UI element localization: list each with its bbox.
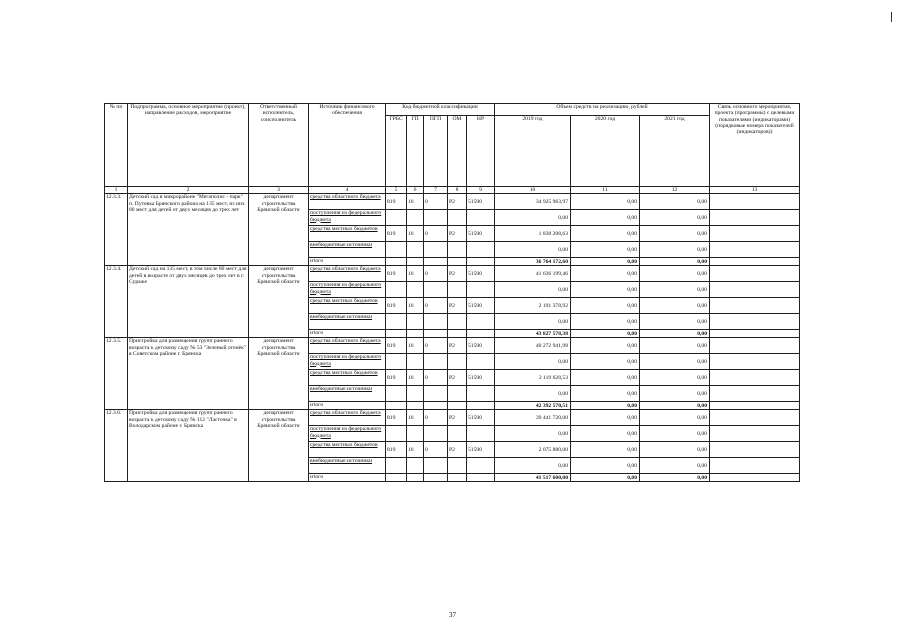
code-pgp <box>424 458 448 474</box>
code-grbs <box>386 354 407 370</box>
empty-code-cell <box>448 258 467 266</box>
col-number: 13 <box>710 187 800 194</box>
code-grbs <box>386 282 407 298</box>
amount-2019: 34 925 963,97 <box>495 194 571 210</box>
amount-2021: 0,00 <box>640 354 710 370</box>
funding-source: средства местных бюджетов <box>309 442 386 458</box>
link-cell <box>710 458 800 474</box>
item-executor: департамент строительства Брянской области <box>249 194 309 266</box>
amount-2019: 2 119 628,53 <box>495 370 571 386</box>
code-nr <box>467 314 495 330</box>
empty-code-cell <box>467 330 495 338</box>
code-gp <box>407 458 424 474</box>
amount-2021: 0,00 <box>640 426 710 442</box>
code-gp <box>407 282 424 298</box>
total-2019: 41 517 600,00 <box>495 474 571 482</box>
table-row <box>105 194 800 210</box>
total-label: итого <box>309 330 386 338</box>
code-pgp: 0 <box>424 410 448 426</box>
header-budget-code: Код бюджетной классификации <box>386 104 495 116</box>
total-2020: 0,00 <box>571 402 640 410</box>
code-pgp: 0 <box>424 370 448 386</box>
code-gp <box>407 314 424 330</box>
amount-2019: 0,00 <box>495 282 571 298</box>
total-label: итого <box>309 402 386 410</box>
code-grbs: 819 <box>386 442 407 458</box>
amount-2020: 0,00 <box>571 338 640 354</box>
code-gp: 16 <box>407 442 424 458</box>
code-om: Р2 <box>448 410 467 426</box>
amount-2021: 0,00 <box>640 442 710 458</box>
total-2019: 43 827 578,38 <box>495 330 571 338</box>
empty-code-cell <box>424 258 448 266</box>
code-om <box>448 314 467 330</box>
col-number: 3 <box>249 187 309 194</box>
code-nr <box>467 282 495 298</box>
code-nr: 51590 <box>467 442 495 458</box>
code-nr <box>467 386 495 402</box>
link-cell <box>710 410 800 426</box>
code-pgp <box>424 282 448 298</box>
empty-code-cell <box>467 474 495 482</box>
total-2021: 0,00 <box>640 258 710 266</box>
amount-2019: 0,00 <box>495 242 571 258</box>
amount-2021: 0,00 <box>640 338 710 354</box>
col-number: 2 <box>128 187 249 194</box>
funding-source: поступления из федерального бюджета <box>309 426 386 442</box>
header-row-1 <box>105 104 800 116</box>
item-number: 12.3.5. <box>105 338 128 410</box>
code-grbs <box>386 458 407 474</box>
amount-2019: 0,00 <box>495 314 571 330</box>
code-nr <box>467 242 495 258</box>
amount-2019: 39 441 720,00 <box>495 410 571 426</box>
amount-2020: 0,00 <box>571 194 640 210</box>
column-number-row <box>105 187 800 194</box>
funding-source: средства областного бюджета <box>309 338 386 354</box>
header-2020: 2020 год <box>571 116 640 187</box>
funding-source: внебюджетные источники <box>309 386 386 402</box>
code-grbs <box>386 210 407 226</box>
funding-source: средства областного бюджета <box>309 266 386 282</box>
amount-2020: 0,00 <box>571 386 640 402</box>
header-volume: Объем средств на реализацию, рублей <box>495 104 710 116</box>
total-2021: 0,00 <box>640 474 710 482</box>
amount-2020: 0,00 <box>571 226 640 242</box>
code-pgp: 0 <box>424 226 448 242</box>
col-number: 8 <box>448 187 467 194</box>
item-executor: департамент строительства Брянской области <box>249 338 309 410</box>
code-pgp: 0 <box>424 338 448 354</box>
item-number: 12.3.3. <box>105 194 128 266</box>
total-2019: 42 392 570,51 <box>495 402 571 410</box>
code-gp: 16 <box>407 410 424 426</box>
empty-code-cell <box>448 474 467 482</box>
amount-2019: 41 636 199,46 <box>495 266 571 282</box>
code-grbs: 819 <box>386 298 407 314</box>
code-pgp <box>424 314 448 330</box>
empty-code-cell <box>386 402 407 410</box>
amount-2021: 0,00 <box>640 266 710 282</box>
code-pgp <box>424 386 448 402</box>
empty-code-cell <box>407 330 424 338</box>
link-cell <box>710 442 800 458</box>
code-pgp: 0 <box>424 266 448 282</box>
code-grbs: 819 <box>386 266 407 282</box>
empty-code-cell <box>386 258 407 266</box>
amount-2020: 0,00 <box>571 210 640 226</box>
funding-source: поступления из федерального бюджета <box>309 354 386 370</box>
link-cell <box>710 330 800 338</box>
total-2019: 36 764 172,60 <box>495 258 571 266</box>
amount-2019: 0,00 <box>495 458 571 474</box>
amount-2020: 0,00 <box>571 426 640 442</box>
item-executor: департамент строительства Брянской области <box>249 410 309 482</box>
code-grbs <box>386 242 407 258</box>
code-om <box>448 282 467 298</box>
empty-code-cell <box>448 402 467 410</box>
empty-code-cell <box>448 330 467 338</box>
funding-source: поступления из федерального бюджета <box>309 282 386 298</box>
link-cell <box>710 354 800 370</box>
code-om: Р2 <box>448 338 467 354</box>
budget-table <box>104 103 800 482</box>
header-program: Подпрограмма, основное мероприятие (проект), направление расходов, мероприятие <box>128 104 249 187</box>
amount-2021: 0,00 <box>640 410 710 426</box>
amount-2021: 0,00 <box>640 210 710 226</box>
code-om: Р2 <box>448 194 467 210</box>
col-number: 10 <box>495 187 571 194</box>
header-om: ОМ <box>448 116 467 187</box>
funding-source: средства местных бюджетов <box>309 370 386 386</box>
code-grbs <box>386 314 407 330</box>
amount-2021: 0,00 <box>640 226 710 242</box>
amount-2019: 0,00 <box>495 354 571 370</box>
code-gp: 16 <box>407 298 424 314</box>
link-cell <box>710 474 800 482</box>
empty-code-cell <box>407 402 424 410</box>
link-cell <box>710 282 800 298</box>
col-number: 12 <box>640 187 710 194</box>
funding-source: средства областного бюджета <box>309 410 386 426</box>
link-cell <box>710 266 800 282</box>
code-nr: 51590 <box>467 370 495 386</box>
code-pgp <box>424 242 448 258</box>
amount-2019: 40 272 941,98 <box>495 338 571 354</box>
code-om: Р2 <box>448 226 467 242</box>
empty-code-cell <box>386 474 407 482</box>
amount-2020: 0,00 <box>571 314 640 330</box>
code-grbs <box>386 426 407 442</box>
code-nr <box>467 210 495 226</box>
code-om: Р2 <box>448 298 467 314</box>
amount-2020: 0,00 <box>571 298 640 314</box>
total-label: итого <box>309 474 386 482</box>
code-gp <box>407 426 424 442</box>
header-source: Источник финансового обеспечения <box>309 104 386 187</box>
code-pgp <box>424 354 448 370</box>
amount-2020: 0,00 <box>571 282 640 298</box>
code-om: Р2 <box>448 442 467 458</box>
col-number: 1 <box>105 187 128 194</box>
link-cell <box>710 226 800 242</box>
total-2021: 0,00 <box>640 402 710 410</box>
code-gp: 16 <box>407 266 424 282</box>
link-cell <box>710 338 800 354</box>
header-2021: 2021 год <box>640 116 710 187</box>
link-cell <box>710 194 800 210</box>
amount-2021: 0,00 <box>640 370 710 386</box>
amount-2020: 0,00 <box>571 458 640 474</box>
code-pgp: 0 <box>424 442 448 458</box>
link-cell <box>710 210 800 226</box>
col-number: 11 <box>571 187 640 194</box>
code-gp: 16 <box>407 226 424 242</box>
col-number: 6 <box>407 187 424 194</box>
link-cell <box>710 370 800 386</box>
amount-2020: 0,00 <box>571 266 640 282</box>
code-gp: 16 <box>407 338 424 354</box>
amount-2019: 0,00 <box>495 210 571 226</box>
code-nr <box>467 426 495 442</box>
code-pgp: 0 <box>424 298 448 314</box>
item-title: Пристройка для размещения групп раннего возраста к детскому саду № 112 "Ласточка" в Володарском районе г. Брянска <box>128 410 249 482</box>
item-title: Пристройка для размещения групп раннего возраста к детскому саду № 53 "Зеленый огонёк" в Советском районе г. Брянска <box>128 338 249 410</box>
code-grbs: 819 <box>386 338 407 354</box>
code-om <box>448 426 467 442</box>
code-nr: 51590 <box>467 226 495 242</box>
col-number: 5 <box>386 187 407 194</box>
item-title: Детский сад в микрорайоне "Мегаполис - парк" п. Путевка Брянского района на 135 мест, из них 80 мест для детей от двух месяцев до трех лет <box>128 194 249 266</box>
total-2020: 0,00 <box>571 330 640 338</box>
code-gp <box>407 354 424 370</box>
total-2021: 0,00 <box>640 330 710 338</box>
code-gp: 16 <box>407 194 424 210</box>
amount-2019: 0,00 <box>495 386 571 402</box>
amount-2020: 0,00 <box>571 442 640 458</box>
empty-code-cell <box>467 258 495 266</box>
amount-2021: 0,00 <box>640 458 710 474</box>
total-label: итого <box>309 258 386 266</box>
amount-2021: 0,00 <box>640 386 710 402</box>
code-om <box>448 242 467 258</box>
link-cell <box>710 242 800 258</box>
total-2020: 0,00 <box>571 474 640 482</box>
code-nr <box>467 354 495 370</box>
table-row <box>105 410 800 426</box>
code-nr: 51590 <box>467 194 495 210</box>
page-number: 37 <box>449 611 456 619</box>
col-number: 7 <box>424 187 448 194</box>
code-om <box>448 354 467 370</box>
link-cell <box>710 258 800 266</box>
link-cell <box>710 314 800 330</box>
funding-source: поступления из федерального бюджета <box>309 210 386 226</box>
code-grbs: 819 <box>386 226 407 242</box>
header-no: № пп <box>105 104 128 187</box>
amount-2019: 0,00 <box>495 426 571 442</box>
table-row <box>105 266 800 282</box>
funding-source: внебюджетные источники <box>309 314 386 330</box>
code-om: Р2 <box>448 370 467 386</box>
amount-2021: 0,00 <box>640 242 710 258</box>
empty-code-cell <box>467 402 495 410</box>
code-grbs: 819 <box>386 410 407 426</box>
header-nr: НР <box>467 116 495 187</box>
funding-source: внебюджетные источники <box>309 458 386 474</box>
empty-code-cell <box>424 402 448 410</box>
link-cell <box>710 402 800 410</box>
code-gp <box>407 386 424 402</box>
item-number: 12.3.6. <box>105 410 128 482</box>
amount-2021: 0,00 <box>640 298 710 314</box>
funding-source: внебюджетные источники <box>309 242 386 258</box>
code-om: Р2 <box>448 266 467 282</box>
code-pgp <box>424 210 448 226</box>
code-pgp: 0 <box>424 194 448 210</box>
header-executor: Ответственный исполнитель, соисполнитель <box>249 104 309 187</box>
amount-2020: 0,00 <box>571 370 640 386</box>
empty-code-cell <box>424 330 448 338</box>
funding-source: средства местных бюджетов <box>309 298 386 314</box>
col-number: 9 <box>467 187 495 194</box>
empty-code-cell <box>407 258 424 266</box>
empty-code-cell <box>386 330 407 338</box>
header-link: Связь основного мероприятия, проекта (программы) с целевыми показателями (индикаторами) (порядковые номера показателей (индикаторов)) <box>710 104 800 187</box>
header-gp: ГП <box>407 116 424 187</box>
item-number: 12.3.4. <box>105 266 128 338</box>
link-cell <box>710 298 800 314</box>
amount-2021: 0,00 <box>640 282 710 298</box>
margin-mark <box>891 12 892 22</box>
item-title: Детский сад на 135 мест, в том числе 80 мест для детей в возрасте от двух месяцев до трех лет в г. Сураже <box>128 266 249 338</box>
code-gp <box>407 210 424 226</box>
header-pgp: ПГП <box>424 116 448 187</box>
amount-2020: 0,00 <box>571 354 640 370</box>
item-executor: департамент строительства Брянской области <box>249 266 309 338</box>
empty-code-cell <box>407 474 424 482</box>
amount-2019: 1 838 208,63 <box>495 226 571 242</box>
table-row <box>105 338 800 354</box>
code-om <box>448 458 467 474</box>
code-nr: 51590 <box>467 338 495 354</box>
code-grbs: 819 <box>386 194 407 210</box>
funding-source: средства областного бюджета <box>309 194 386 210</box>
table-body <box>105 194 800 482</box>
code-om <box>448 386 467 402</box>
code-gp <box>407 242 424 258</box>
empty-code-cell <box>424 474 448 482</box>
amount-2020: 0,00 <box>571 410 640 426</box>
amount-2020: 0,00 <box>571 242 640 258</box>
amount-2019: 2 075 880,00 <box>495 442 571 458</box>
code-nr: 51590 <box>467 410 495 426</box>
code-grbs <box>386 386 407 402</box>
link-cell <box>710 426 800 442</box>
header-2019: 2019 год <box>495 116 571 187</box>
amount-2021: 0,00 <box>640 194 710 210</box>
amount-2019: 2 191 378,92 <box>495 298 571 314</box>
code-gp: 16 <box>407 370 424 386</box>
amount-2021: 0,00 <box>640 314 710 330</box>
header-grbs: ГРБС <box>386 116 407 187</box>
code-pgp <box>424 426 448 442</box>
code-nr: 51590 <box>467 266 495 282</box>
funding-source: средства местных бюджетов <box>309 226 386 242</box>
link-cell <box>710 386 800 402</box>
code-grbs: 819 <box>386 370 407 386</box>
col-number: 4 <box>309 187 386 194</box>
code-nr <box>467 458 495 474</box>
code-nr: 51590 <box>467 298 495 314</box>
total-2020: 0,00 <box>571 258 640 266</box>
code-om <box>448 210 467 226</box>
